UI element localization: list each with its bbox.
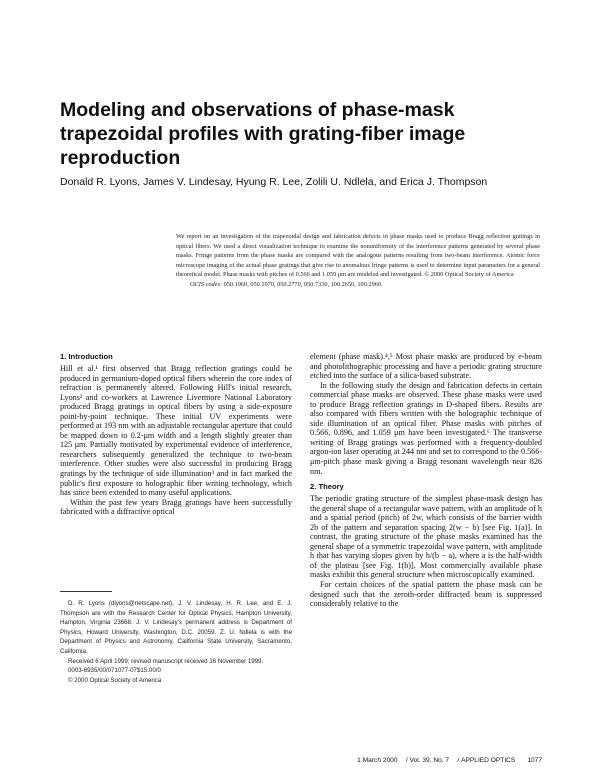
intro-paragraph-2-continued: element (phase mask).⁴,⁵ Most phase masks are produced by e-beam and photolithographic processing and have a periodic grating structure etched into the surface of a silica-based substrate. bbox=[310, 352, 542, 381]
footer-separator: / bbox=[455, 757, 462, 764]
intro-paragraph-1: Hill et al.¹ first observed that Bragg reflection gratings could be produced in germanium-doped optical fibers wherein the core index of refraction is permanently altered. Following Hill's initial research, Lyons² and co-workers at Lawrence Livermore National Laboratory produced Bragg gratings in optical fibers by using a side-exposure point-by-point technique. These initial UV experiments were performed at 193 nm with an adjustable rectangular aperture that could be mapped down to 0.2-μm width and a length slightly greater than 125 μm. Partially motivated by experimental evidence of interference, researchers subsequently generalized the technique to two-beam interference. Other studies were also successful in producing Bragg gratings by the technique of side illumination³ and in fact marked the public's first exposure to holographic fiber writing technology, which has since been extended to many useful applications. bbox=[60, 364, 292, 498]
issue-date: 1 March 2000 bbox=[357, 757, 398, 764]
ocis-label: OCIS codes: bbox=[190, 280, 223, 288]
ocis-codes bbox=[176, 280, 540, 290]
article-title: Modeling and observations of phase-mask trapezoidal profiles with grating-fiber image reproduction bbox=[60, 99, 466, 169]
ocis-code-list: 050.1960, 050.1970, 050.2770, 050.7330, 100.2650, 100.2960. bbox=[223, 280, 383, 288]
theory-paragraph-1: The periodic grating structure of the simplest phase-mask design has the general shape of a rectangular wave pattern, with an amplitude of h and a spatial period (pitch) of 2w, which consists of the barrier width 2b of the pattern and separation spacing 2(w − b) [see Fig. 1(a)]. In contrast, the grating structure of the phase masks examined has the general shape of a symmetric trapezoidal wave pattern, with amplitude h that has varying slopes given by h/(b − a), where a is the half-width of the plateau [see Fig. 1(b)]. Most commercially available phase masks exhibit this general structure when microscopically examined. bbox=[310, 494, 542, 580]
section-heading-theory: 2. Theory bbox=[310, 482, 344, 492]
abstract-text: We report on an investigation of the trapezoidal design and fabrication defects in phase masks used to produce Bragg reflection gratings in optical fibers. We used a direct visualization technique to examine the nonuniformity of the interference patterns generated by several phase masks. Fringe patterns from the phase masks are compared with the analogous patterns resulting from two-beam interference. Atomic force microscope imaging of the actual phase gratings that give rise to anomalous fringe patterns is used to determine input parameters for a general theoretical model. Phase masks with pitches of 0.566 and 1.059 μm are modeled and investigated. © 2000 Optical Society of America bbox=[176, 233, 540, 278]
footnote-affiliations: D. R. Lyons (dlyons@netscape.net), J. V. Lindesay, H. R. Lee, and E. J. Thompson are with the Research Center for Optical Physics, Hampton University, Hampton, Virginia 23668. J. V. Lindesay's permanent address is Department of Physics, Howard University, Washington, D.C. 20059. Z. U. Ndlela is with the Department of Physics and Astronomy, California State University, Sacramento, California. bbox=[60, 600, 292, 655]
theory-paragraph-2: For certain choices of the spatial pattern the phase mask can be designed such that the zeroth-order diffracted beam is suppressed considerably relative to the bbox=[310, 580, 542, 609]
volume-issue: Vol. 39, No. 7 bbox=[409, 757, 450, 764]
footnote-copyright: © 2000 Optical Society of America bbox=[68, 676, 162, 684]
right-column bbox=[310, 352, 542, 609]
page-number: 1077 bbox=[527, 757, 542, 764]
author-list: Donald R. Lyons, James V. Lindesay, Hyung R. Lee, Zolili U. Ndlela, and Erica J. Thompson bbox=[60, 176, 488, 188]
footnote-rule bbox=[60, 591, 112, 592]
footnote-received: Received 6 April 1999; revised manuscript received 16 November 1999. bbox=[68, 657, 264, 665]
intro-paragraph-2: Within the past few years Bragg gratings have been successfully fabricated with a diffractive optical bbox=[60, 497, 292, 517]
page-footer bbox=[310, 757, 542, 764]
intro-paragraph-3: In the following study the design and fabrication defects in certain commercial phase masks are observed. These phase masks were used to produce Bragg reflection gratings in D-shaped fibers. Results are also compared with fibers written with the holographic technique of side illumination of an optical fiber. Phase masks with pitches of 0.566, 0.896, and 1.059 μm have been investigated.⁶ The transverse writing of Bragg gratings was performed with a frequency-doubled argon-ion laser operating at 244 nm and set to correspond to the 0.566-μm-pitch phase mask giving a Bragg resonant wavelength near 826 nm. bbox=[310, 380, 542, 476]
journal-name: APPLIED OPTICS bbox=[461, 757, 516, 764]
footnote bbox=[60, 599, 292, 685]
footer-separator: / bbox=[404, 757, 410, 764]
footnote-code: 0003-6935/00/071077-07$15.00/0 bbox=[68, 667, 161, 675]
left-column bbox=[60, 352, 292, 517]
abstract bbox=[176, 232, 540, 289]
section-heading-introduction: 1. Introduction bbox=[60, 352, 113, 361]
